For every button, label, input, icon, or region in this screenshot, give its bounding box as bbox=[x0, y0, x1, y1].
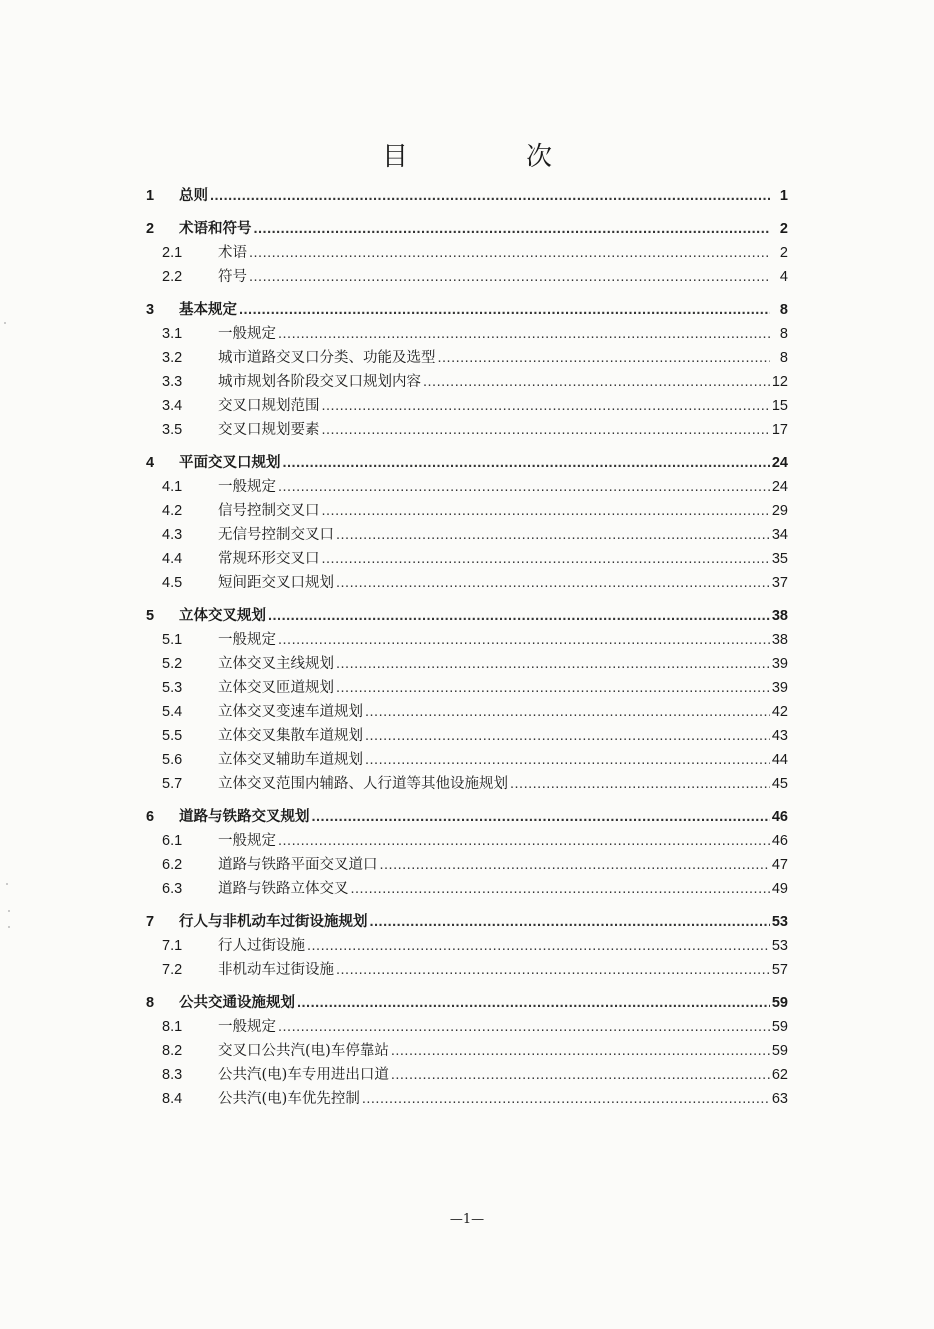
toc-entry-page: 2 bbox=[779, 245, 788, 261]
toc-entry-title: 一般规定 bbox=[218, 326, 276, 342]
scan-speck bbox=[8, 910, 10, 912]
toc-section-entry[interactable] bbox=[146, 241, 788, 265]
page-title: 目 次 bbox=[381, 142, 598, 172]
toc-leader-dots bbox=[365, 748, 770, 772]
scan-speck bbox=[8, 926, 10, 928]
toc-chapter-entry[interactable] bbox=[146, 604, 788, 628]
toc-leader-dots bbox=[278, 475, 770, 499]
toc-entry-number: 7 bbox=[146, 914, 155, 930]
toc-entry-number: 3 bbox=[146, 302, 155, 318]
toc-entry-page: 34 bbox=[771, 527, 788, 543]
toc-entry-title: 术语和符号 bbox=[179, 221, 252, 237]
toc-entry-title: 立体交叉匝道规划 bbox=[218, 680, 334, 696]
toc-entry-number: 3.4 bbox=[162, 398, 183, 414]
toc-entry-page: 45 bbox=[771, 776, 788, 792]
toc-entry-page: 47 bbox=[771, 857, 788, 873]
toc-section-entry[interactable] bbox=[146, 346, 788, 370]
toc-entry-number: 4.5 bbox=[162, 575, 183, 591]
toc-leader-dots bbox=[423, 370, 770, 394]
toc-leader-dots bbox=[254, 217, 771, 241]
toc-entry-page: 12 bbox=[771, 374, 788, 390]
toc-entry-title: 交叉口公共汽(电)车停靠站 bbox=[218, 1043, 389, 1059]
toc-entry-page: 53 bbox=[771, 914, 788, 930]
toc-entry-page: 37 bbox=[771, 575, 788, 591]
toc-section-entry[interactable] bbox=[146, 934, 788, 958]
toc-leader-dots bbox=[278, 322, 770, 346]
toc-entry-title: 信号控制交叉口 bbox=[218, 503, 320, 519]
toc-entry-page: 53 bbox=[771, 938, 788, 954]
toc-leader-dots bbox=[268, 604, 770, 628]
toc-entry-title: 常规环形交叉口 bbox=[218, 551, 320, 567]
toc-entry-title: 立体交叉集散车道规划 bbox=[218, 728, 363, 744]
toc-entry-number: 5.4 bbox=[162, 704, 183, 720]
toc-section-entry[interactable] bbox=[146, 1039, 788, 1063]
toc-entry-page: 24 bbox=[771, 479, 788, 495]
toc-entry-number: 5.3 bbox=[162, 680, 183, 696]
toc-entry-number: 4.4 bbox=[162, 551, 183, 567]
toc-entry-page: 8 bbox=[779, 326, 788, 342]
toc-entry-title: 行人与非机动车过街设施规划 bbox=[179, 914, 368, 930]
toc-entry-number: 3.3 bbox=[162, 374, 183, 390]
toc-entry-page: 59 bbox=[771, 995, 788, 1011]
toc-section-entry[interactable] bbox=[146, 418, 788, 442]
toc-chapter-entry[interactable] bbox=[146, 910, 788, 934]
toc-entry-title: 符号 bbox=[218, 269, 247, 285]
toc-entry-title: 立体交叉规划 bbox=[179, 608, 266, 624]
toc-entry-title: 无信号控制交叉口 bbox=[218, 527, 334, 543]
toc-leader-dots bbox=[336, 676, 770, 700]
toc-entry-page: 17 bbox=[771, 422, 788, 438]
toc-entry-page: 35 bbox=[771, 551, 788, 567]
toc-leader-dots bbox=[380, 853, 770, 877]
toc-section-entry[interactable] bbox=[146, 772, 788, 796]
toc-leader-dots bbox=[391, 1063, 770, 1087]
toc-section-entry[interactable] bbox=[146, 475, 788, 499]
toc-entry-number: 5 bbox=[146, 608, 155, 624]
toc-section-entry[interactable] bbox=[146, 853, 788, 877]
toc-leader-dots bbox=[336, 523, 770, 547]
toc-chapter-entry[interactable] bbox=[146, 298, 788, 322]
toc-entry-number: 6.1 bbox=[162, 833, 183, 849]
toc-leader-dots bbox=[365, 700, 770, 724]
toc-leader-dots bbox=[438, 346, 771, 370]
toc-leader-dots bbox=[239, 298, 770, 322]
toc-entry-title: 非机动车过街设施 bbox=[218, 962, 334, 978]
toc-leader-dots bbox=[249, 241, 770, 265]
toc-section-entry[interactable] bbox=[146, 628, 788, 652]
toc-entry-number: 5.5 bbox=[162, 728, 183, 744]
toc-entry-number: 4.1 bbox=[162, 479, 183, 495]
toc-entry-page: 46 bbox=[771, 833, 788, 849]
toc-leader-dots bbox=[322, 547, 770, 571]
toc-entry-title: 术语 bbox=[218, 245, 247, 261]
toc-section-entry[interactable] bbox=[146, 748, 788, 772]
table-of-contents bbox=[146, 184, 788, 1111]
toc-section-entry[interactable] bbox=[146, 1063, 788, 1087]
toc-entry-page: 38 bbox=[771, 608, 788, 624]
toc-entry-title: 基本规定 bbox=[179, 302, 237, 318]
toc-entry-number: 6.3 bbox=[162, 881, 183, 897]
toc-entry-number: 2 bbox=[146, 221, 155, 237]
toc-entry-number: 5.1 bbox=[162, 632, 183, 648]
toc-entry-number: 5.7 bbox=[162, 776, 183, 792]
toc-entry-page: 62 bbox=[771, 1067, 788, 1083]
toc-chapter-entry[interactable] bbox=[146, 805, 788, 829]
toc-leader-dots bbox=[365, 724, 770, 748]
toc-entry-page: 57 bbox=[771, 962, 788, 978]
toc-entry-page: 39 bbox=[771, 656, 788, 672]
toc-entry-title: 总则 bbox=[179, 188, 208, 204]
toc-entry-page: 8 bbox=[779, 302, 788, 318]
toc-gap bbox=[146, 796, 788, 805]
toc-leader-dots bbox=[278, 628, 770, 652]
toc-entry-title: 道路与铁路平面交叉道口 bbox=[218, 857, 378, 873]
toc-entry-number: 5.2 bbox=[162, 656, 183, 672]
toc-section-entry[interactable] bbox=[146, 265, 788, 289]
toc-entry-page: 39 bbox=[771, 680, 788, 696]
toc-entry-title: 一般规定 bbox=[218, 833, 276, 849]
toc-gap bbox=[146, 208, 788, 217]
toc-entry-title: 交叉口规划要素 bbox=[218, 422, 320, 438]
toc-entry-page: 15 bbox=[771, 398, 788, 414]
toc-section-entry[interactable] bbox=[146, 394, 788, 418]
toc-section-entry[interactable] bbox=[146, 676, 788, 700]
toc-entry-page: 24 bbox=[771, 455, 788, 471]
toc-entry-title: 立体交叉辅助车道规划 bbox=[218, 752, 363, 768]
toc-leader-dots bbox=[351, 877, 770, 901]
toc-entry-page: 42 bbox=[771, 704, 788, 720]
toc-entry-page: 46 bbox=[771, 809, 788, 825]
toc-entry-number: 3.2 bbox=[162, 350, 183, 366]
toc-chapter-entry[interactable] bbox=[146, 451, 788, 475]
toc-entry-number: 8 bbox=[146, 995, 155, 1011]
toc-entry-number: 3.1 bbox=[162, 326, 183, 342]
toc-leader-dots bbox=[322, 394, 770, 418]
toc-entry-number: 8.4 bbox=[162, 1091, 183, 1107]
toc-leader-dots bbox=[307, 934, 770, 958]
toc-gap bbox=[146, 982, 788, 991]
toc-gap bbox=[146, 595, 788, 604]
toc-entry-page: 8 bbox=[779, 350, 788, 366]
toc-entry-title: 立体交叉范围内辅路、人行道等其他设施规划 bbox=[218, 776, 508, 792]
toc-leader-dots bbox=[391, 1039, 770, 1063]
toc-gap bbox=[146, 289, 788, 298]
toc-entry-number: 8.1 bbox=[162, 1019, 183, 1035]
toc-entry-title: 公共汽(电)车优先控制 bbox=[218, 1091, 360, 1107]
toc-gap bbox=[146, 901, 788, 910]
toc-entry-page: 38 bbox=[771, 632, 788, 648]
toc-leader-dots bbox=[510, 772, 770, 796]
toc-section-entry[interactable] bbox=[146, 370, 788, 394]
toc-entry-number: 2.1 bbox=[162, 245, 183, 261]
toc-section-entry[interactable] bbox=[146, 700, 788, 724]
toc-entry-title: 立体交叉主线规划 bbox=[218, 656, 334, 672]
toc-leader-dots bbox=[370, 910, 770, 934]
toc-entry-title: 城市规划各阶段交叉口规划内容 bbox=[218, 374, 421, 390]
toc-gap bbox=[146, 442, 788, 451]
toc-entry-number: 4.3 bbox=[162, 527, 183, 543]
toc-entry-number: 4 bbox=[146, 455, 155, 471]
page-number: —1— bbox=[449, 1212, 485, 1227]
toc-leader-dots bbox=[249, 265, 770, 289]
toc-entry-number: 8.2 bbox=[162, 1043, 183, 1059]
scan-speck bbox=[6, 883, 8, 885]
toc-entry-title: 道路与铁路交叉规划 bbox=[179, 809, 310, 825]
toc-entry-title: 公共汽(电)车专用进出口道 bbox=[218, 1067, 389, 1083]
toc-entry-number: 7.2 bbox=[162, 962, 183, 978]
toc-entry-title: 行人过街设施 bbox=[218, 938, 305, 954]
toc-leader-dots bbox=[312, 805, 770, 829]
toc-entry-page: 1 bbox=[779, 188, 788, 204]
scan-speck bbox=[4, 322, 6, 324]
toc-section-entry[interactable] bbox=[146, 877, 788, 901]
toc-section-entry[interactable] bbox=[146, 724, 788, 748]
toc-section-entry[interactable] bbox=[146, 322, 788, 346]
toc-leader-dots bbox=[210, 184, 770, 208]
toc-leader-dots bbox=[322, 418, 770, 442]
toc-section-entry[interactable] bbox=[146, 499, 788, 523]
toc-leader-dots bbox=[336, 652, 770, 676]
toc-entry-title: 短间距交叉口规划 bbox=[218, 575, 334, 591]
toc-leader-dots bbox=[362, 1087, 770, 1111]
toc-entry-title: 一般规定 bbox=[218, 479, 276, 495]
toc-entry-page: 43 bbox=[771, 728, 788, 744]
toc-leader-dots bbox=[278, 1015, 770, 1039]
toc-section-entry[interactable] bbox=[146, 571, 788, 595]
toc-section-entry[interactable] bbox=[146, 1087, 788, 1111]
toc-section-entry[interactable] bbox=[146, 958, 788, 982]
toc-entry-title: 立体交叉变速车道规划 bbox=[218, 704, 363, 720]
toc-entry-page: 44 bbox=[771, 752, 788, 768]
toc-entry-number: 1 bbox=[146, 188, 155, 204]
toc-entry-number: 6.2 bbox=[162, 857, 183, 873]
toc-chapter-entry[interactable] bbox=[146, 991, 788, 1015]
toc-entry-title: 一般规定 bbox=[218, 632, 276, 648]
toc-entry-number: 6 bbox=[146, 809, 155, 825]
toc-entry-title: 城市道路交叉口分类、功能及选型 bbox=[218, 350, 436, 366]
toc-entry-number: 8.3 bbox=[162, 1067, 183, 1083]
toc-entry-page: 63 bbox=[771, 1091, 788, 1107]
toc-entry-page: 29 bbox=[771, 503, 788, 519]
toc-entry-page: 4 bbox=[779, 269, 788, 285]
toc-entry-number: 4.2 bbox=[162, 503, 183, 519]
toc-entry-title: 公共交通设施规划 bbox=[179, 995, 295, 1011]
toc-section-entry[interactable] bbox=[146, 523, 788, 547]
toc-entry-title: 道路与铁路立体交叉 bbox=[218, 881, 349, 897]
toc-leader-dots bbox=[283, 451, 770, 475]
toc-entry-title: 一般规定 bbox=[218, 1019, 276, 1035]
toc-section-entry[interactable] bbox=[146, 652, 788, 676]
toc-leader-dots bbox=[322, 499, 770, 523]
toc-entry-page: 2 bbox=[779, 221, 788, 237]
toc-leader-dots bbox=[278, 829, 770, 853]
toc-section-entry[interactable] bbox=[146, 829, 788, 853]
toc-entry-page: 49 bbox=[771, 881, 788, 897]
toc-chapter-entry[interactable] bbox=[146, 184, 788, 208]
toc-entry-title: 交叉口规划范围 bbox=[218, 398, 320, 414]
toc-section-entry[interactable] bbox=[146, 1015, 788, 1039]
toc-entry-page: 59 bbox=[771, 1043, 788, 1059]
toc-entry-number: 7.1 bbox=[162, 938, 183, 954]
toc-leader-dots bbox=[336, 958, 770, 982]
toc-leader-dots bbox=[297, 991, 770, 1015]
toc-entry-page: 59 bbox=[771, 1019, 788, 1035]
toc-leader-dots bbox=[336, 571, 770, 595]
toc-entry-number: 5.6 bbox=[162, 752, 183, 768]
toc-chapter-entry[interactable] bbox=[146, 217, 788, 241]
toc-entry-title: 平面交叉口规划 bbox=[179, 455, 281, 471]
toc-section-entry[interactable] bbox=[146, 547, 788, 571]
toc-entry-number: 2.2 bbox=[162, 269, 183, 285]
toc-entry-number: 3.5 bbox=[162, 422, 183, 438]
